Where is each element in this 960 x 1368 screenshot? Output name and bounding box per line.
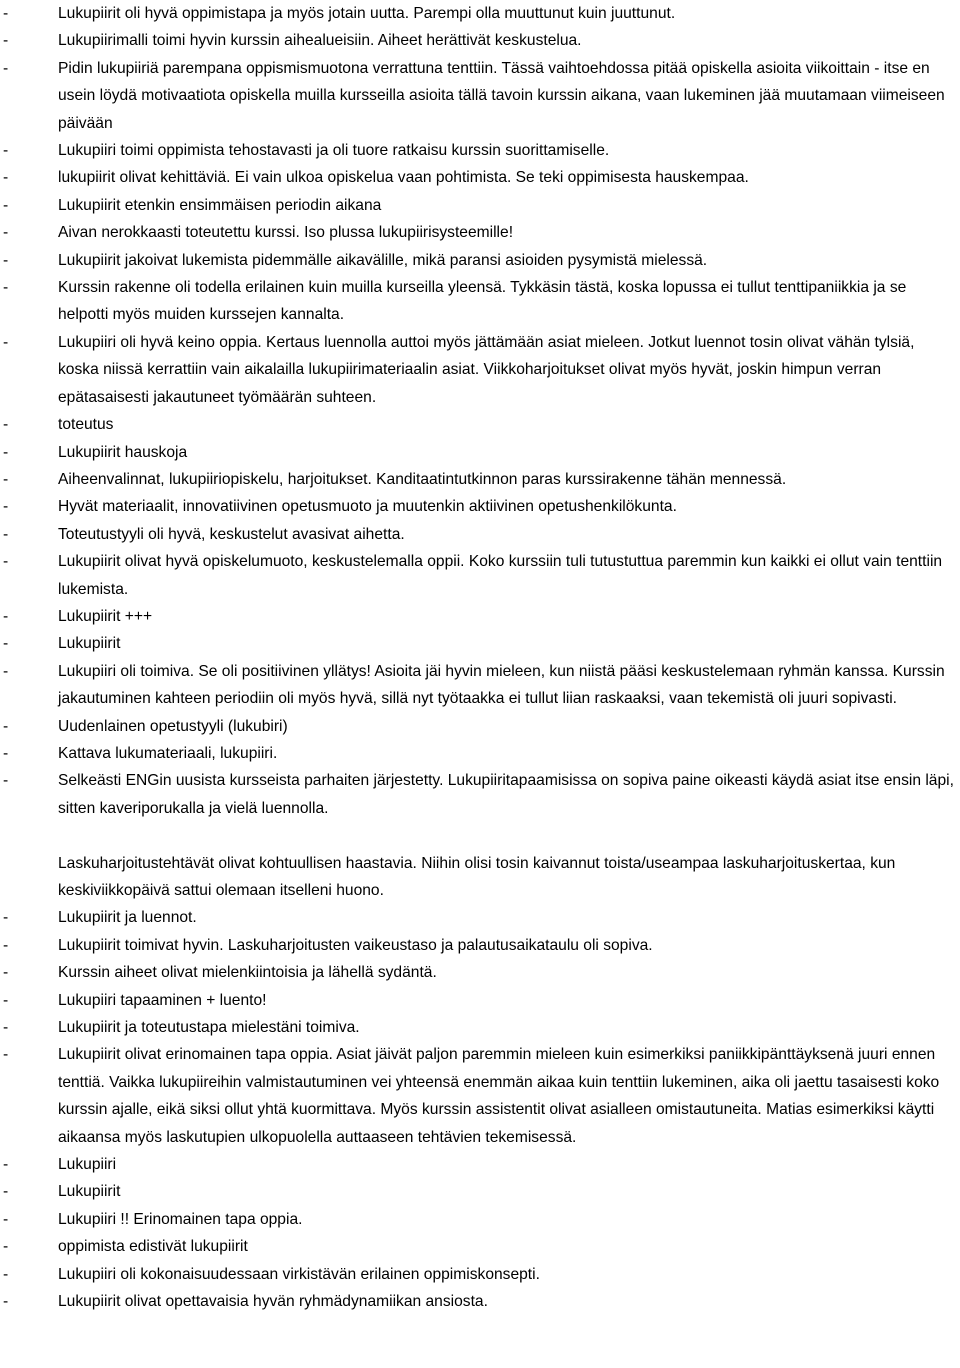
bullet-dash: - bbox=[3, 717, 9, 735]
bullet-dash: - bbox=[3, 1156, 9, 1174]
bullet-dash: - bbox=[3, 142, 9, 160]
feedback-text: Lukupiirit bbox=[58, 635, 121, 653]
feedback-list-item bbox=[0, 1151, 960, 1178]
feedback-text: Lukupiirimalli toimi hyvin kurssin aihealueisiin. Aiheet herättivät keskustelua. bbox=[58, 32, 582, 50]
feedback-text: Lukupiiri !! Erinomainen tapa oppia. bbox=[58, 1210, 303, 1228]
feedback-text: Lukupiiri oli hyvä keino oppia. Kertaus luennolla auttoi myös jättämään asiat mieleen. Jotkut luennot tosin olivat vähän tylsiä, koska niissä kerrattiin vain aikalailla lukupiirimateriaalin asiat. Viikkoharjoitukset olivat myös hyvät, joskin himpun verran epätasaisesti jakautuneet työmäärän suhteen. bbox=[58, 333, 915, 406]
bullet-dash: - bbox=[3, 224, 9, 242]
bullet-dash: - bbox=[3, 1265, 9, 1283]
bullet-dash: - bbox=[3, 662, 9, 680]
bullet-dash: - bbox=[3, 772, 9, 790]
feedback-list-item bbox=[0, 1041, 960, 1151]
feedback-list-item bbox=[0, 329, 960, 411]
feedback-list-item bbox=[0, 164, 960, 191]
feedback-text: Lukupiirit olivat hyvä opiskelumuoto, keskustelemalla oppii. Koko kurssiin tuli tutustuttua paremmin kun kaikki ei ollut vain tenttiin lukemista. bbox=[58, 553, 943, 598]
feedback-text: Lukupiirit olivat erinomainen tapa oppia. Asiat jäivät paljon paremmin mieleen kuin esimerkiksi paniikkipänttäyksenä juuri ennen tenttiä. Vaikka lukupiireihin valmistautuminen vei yhteensä enemmän aikaa kuin tenttiin lukeminen, aika oli jaettu tasaisesti koko kurssin ajalle, eikä siksi ollut yhtä kuormittava. Myös kurssin assistentit olivat asialleen omistautuneita. Matias esimerkiksi käytti aikaansa myös laskutupien ulkopuolella auttaaseen tehtävien tekemisessä. bbox=[58, 1046, 940, 1146]
feedback-text: Lukupiirit hauskoja bbox=[58, 443, 188, 461]
feedback-list-item bbox=[0, 274, 960, 329]
feedback-list-item bbox=[0, 0, 960, 27]
feedback-list-item bbox=[0, 1233, 960, 1260]
feedback-text: Lukupiirit oli hyvä oppimistapa ja myös jotain uutta. Parempi olla muuttunut kuin juuttunut. bbox=[58, 5, 676, 22]
bullet-dash: - bbox=[3, 416, 9, 434]
feedback-text: Lukupiirit bbox=[58, 1183, 121, 1201]
bullet-dash: - bbox=[3, 1210, 9, 1228]
feedback-text: lukupiirit olivat kehittäviä. Ei vain ulkoa opiskelua vaan pohtimista. Se teki oppimisesta hauskempaa. bbox=[58, 169, 749, 187]
bullet-dash: - bbox=[3, 470, 9, 488]
feedback-list-item bbox=[0, 740, 960, 767]
feedback-list-item bbox=[0, 959, 960, 986]
feedback-text: Lukupiirit ja toteutustapa mielestäni toimiva. bbox=[58, 1019, 360, 1037]
feedback-list-item bbox=[0, 603, 960, 630]
feedback-text: Lukupiirit jakoivat lukemista pidemmälle aikavälille, mikä paransi asioiden pysymistä mielessä. bbox=[58, 251, 708, 269]
feedback-text: Lukupiiri oli kokonaisuudessaan virkistävän erilainen oppimiskonsepti. bbox=[58, 1265, 540, 1283]
feedback-list-item bbox=[0, 658, 960, 713]
bullet-dash: - bbox=[3, 59, 9, 77]
bullet-dash: - bbox=[3, 635, 9, 653]
bullet-dash: - bbox=[3, 744, 9, 762]
bullet-dash: - bbox=[3, 443, 9, 461]
feedback-list-item bbox=[0, 27, 960, 54]
feedback-list-item bbox=[0, 192, 960, 219]
bullet-dash: - bbox=[3, 964, 9, 982]
bullet-dash: - bbox=[3, 498, 9, 516]
feedback-text: Toteutustyyli oli hyvä, keskustelut avasivat aihetta. bbox=[58, 525, 405, 543]
feedback-list-item bbox=[0, 630, 960, 657]
feedback-text: Lukupiirit toimivat hyvin. Laskuharjoitusten vaikeustaso ja palautusaikataulu oli sopiva. bbox=[58, 936, 653, 954]
feedback-list-item bbox=[0, 904, 960, 931]
bullet-dash: - bbox=[3, 251, 9, 269]
bullet-dash: - bbox=[3, 32, 9, 50]
bullet-dash: - bbox=[3, 909, 9, 927]
feedback-list-item bbox=[0, 55, 960, 137]
feedback-text: Lukupiirit etenkin ensimmäisen periodin aikana bbox=[58, 196, 382, 214]
bullet-dash: - bbox=[3, 279, 9, 297]
feedback-list-item bbox=[0, 219, 960, 246]
feedback-text: Hyvät materiaalit, innovatiivinen opetusmuoto ja muutenkin aktiivinen opetushenkilökunta. bbox=[58, 498, 677, 516]
feedback-paragraph: Laskuharjoitustehtävät olivat kohtuullisen haastavia. Niihin olisi tosin kaivannut toista/useampaa laskuharjoituskertaa, kun keskiviikkopäivä sattui olemaan itselleni huono. bbox=[58, 854, 896, 899]
feedback-list-item bbox=[0, 521, 960, 548]
bullet-dash: - bbox=[3, 1019, 9, 1037]
feedback-text: Lukupiiri toimi oppimista tehostavasti ja oli tuore ratkaisu kurssin suorittamiselle. bbox=[58, 142, 610, 160]
feedback-list-item bbox=[0, 493, 960, 520]
feedback-list-item bbox=[0, 439, 960, 466]
feedback-text: Lukupiirit ja luennot. bbox=[58, 909, 197, 927]
feedback-text: Lukupiiri bbox=[58, 1156, 117, 1174]
feedback-list-item bbox=[0, 987, 960, 1014]
feedback-list-item bbox=[0, 411, 960, 438]
bullet-dash: - bbox=[3, 607, 9, 625]
feedback-list-item bbox=[0, 767, 960, 822]
feedback-list-item bbox=[0, 137, 960, 164]
feedback-text: Aiheenvalinnat, lukupiiriopiskelu, harjoitukset. Kanditaatintutkinnon paras kurssirakenne tähän mennessä. bbox=[58, 470, 787, 488]
feedback-text: Kurssin aiheet olivat mielenkiintoisia ja lähellä sydäntä. bbox=[58, 964, 437, 982]
bullet-dash: - bbox=[3, 1183, 9, 1201]
feedback-text: Lukupiiri tapaaminen + luento! bbox=[58, 991, 267, 1009]
feedback-text: Lukupiiri oli toimiva. Se oli positiivinen yllätys! Asioita jäi hyvin mieleen, kun niistä pääsi keskustelemaan ryhmän kanssa. Kurssin jakautuminen kahteen periodiin oli myös hyvä, sillä nyt työtaakka ei tullut liian raskaaksi, vaan tekemistä oli juuri sopivasti. bbox=[58, 662, 945, 708]
bullet-dash: - bbox=[3, 1046, 9, 1064]
feedback-list-item bbox=[0, 1288, 960, 1315]
bullet-dash: - bbox=[3, 1238, 9, 1256]
feedback-list-item bbox=[0, 247, 960, 274]
feedback-text: Kattava lukumateriaali, lukupiiri. bbox=[58, 744, 278, 762]
bullet-dash: - bbox=[3, 936, 9, 954]
feedback-list-item bbox=[0, 1261, 960, 1288]
feedback-text: oppimista edistivät lukupiirit bbox=[58, 1238, 248, 1256]
feedback-paragraph-block bbox=[0, 850, 960, 905]
feedback-list-item bbox=[0, 1014, 960, 1041]
feedback-list-item bbox=[0, 1178, 960, 1205]
feedback-text: Lukupiirit olivat opettavaisia hyvän ryhmädynamiikan ansiosta. bbox=[58, 1293, 488, 1311]
bullet-dash: - bbox=[3, 333, 9, 351]
bullet-dash: - bbox=[3, 525, 9, 543]
bullet-dash: - bbox=[3, 1293, 9, 1311]
bullet-dash: - bbox=[3, 169, 9, 187]
feedback-list-part-2 bbox=[0, 904, 960, 1315]
feedback-text: Kurssin rakenne oli todella erilainen kuin muilla kurseilla yleensä. Tykkäsin tästä, koska lopussa ei tullut tenttipaniikkia ja se helpotti myös muiden kurssejen kannalta. bbox=[58, 279, 907, 324]
feedback-text: Lukupiirit +++ bbox=[58, 607, 153, 625]
feedback-list-item bbox=[0, 713, 960, 740]
feedback-list-item bbox=[0, 466, 960, 493]
feedback-text: Selkeästi ENGin uusista kursseista parhaiten järjestetty. Lukupiiritapaamisissa on sopiva paine oikeasti käydä asiat itse ensin läpi, sitten kaveriporukalla ja vielä luennolla. bbox=[58, 772, 954, 817]
feedback-list-item bbox=[0, 1206, 960, 1233]
feedback-list-item bbox=[0, 548, 960, 603]
feedback-text: Aivan nerokkaasti toteutettu kurssi. Iso plussa lukupiirisysteemille! bbox=[58, 224, 514, 242]
bullet-dash: - bbox=[3, 5, 9, 22]
bullet-dash: - bbox=[3, 196, 9, 214]
feedback-text: Pidin lukupiiriä parempana oppismismuotona verrattuna tenttiin. Tässä vaihtoehdossa pitää opiskella asioita viikoittain - itse en usein löydä motivaatiota opiskella muilla kursseilla asioita tällä tavoin kurssin aikana, vaan lukeminen jää muutamaan viimeiseen päivään bbox=[58, 59, 945, 132]
feedback-text: Uudenlainen opetustyyli (lukubiri) bbox=[58, 717, 288, 735]
feedback-text: toteutus bbox=[58, 416, 114, 434]
bullet-dash: - bbox=[3, 991, 9, 1009]
feedback-list-item bbox=[0, 932, 960, 959]
bullet-dash: - bbox=[3, 553, 9, 571]
